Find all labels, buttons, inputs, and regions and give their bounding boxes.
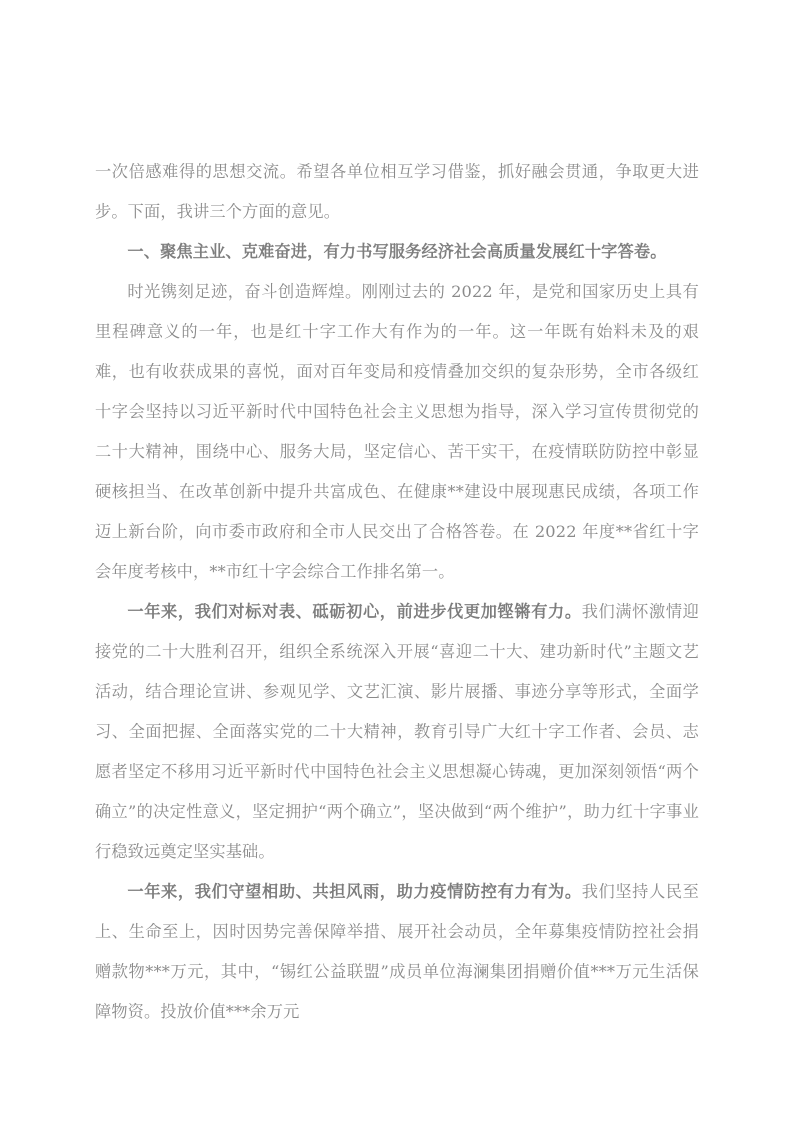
runin-body-second: 我们满怀激情迎接党的二十大胜利召开，组织全系统深入开展“喜迎二十大、建功新时代”主题文艺活动，结合理论宣讲、参观见学、文艺汇演、影片展播、事迹分享等形式，全面学习、全面把握、全面落实党的二十大精神，教育引导广大红十字工作者、会员、志愿者坚定不移用习近平新时代中国特色社会主义思想凝心铸魂，更加深刻领悟“两个确立”的决定性意义，坚定拥护“两个确立”，坚决做到“两个维护”，助力红十字事业行稳致远奠定坚实基础。 xyxy=(95,602,699,861)
paragraph-body-third xyxy=(95,872,699,1032)
section-heading-one: 一、聚焦主业、克难奋进，有力书写服务经济社会高质量发展红十字答卷。 xyxy=(127,242,667,261)
paragraph-body-second xyxy=(95,592,699,872)
paragraph-continuation: 一次倍感难得的思想交流。希望各单位相互学习借鉴，抓好融会贯通，争取更大进步。下面，我讲三个方面的意见。 xyxy=(95,162,699,221)
runin-heading-second: 一年来，我们对标对表、砥砺初心，前进步伐更加铿锵有力。 xyxy=(127,602,582,621)
runin-heading-third: 一年来，我们守望相助、共担风雨，助力疫情防控有力有为。 xyxy=(127,882,582,901)
paragraph-body-first: 时光镌刻足迹，奋斗创造辉煌。刚刚过去的 2022 年，是党和国家历史上具有里程碑意义的一年，也是红十字工作大有作为的一年。这一年既有始料未及的艰难，也有收获成果的喜悦，面对百年变局和疫情叠加交织的复杂形势，全市各级红十字会坚持以习近平新时代中国特色社会主义思想为指导，深入学习宣传贯彻党的二十大精神，围绕中心、服务大局，坚定信心、苦干实干，在疫情联防防控中彰显硬核担当、在改革创新中提升共富成色、在健康**建设中展现惠民成绩，各项工作迈上新台阶，向市委市政府和全市人民交出了合格答卷。在 2022 年度**省红十字会年度考核中，**市红十字会综合工作排名第一。 xyxy=(95,282,699,581)
document-body xyxy=(95,152,699,1032)
runin-body-third: 我们坚持人民至上、生命至上，因时因势完善保障举措、展开社会动员，全年募集疫情防控社会捐赠款物***万元，其中，“锡红公益联盟”成员单位海澜集团捐赠价值***万元生活保障物资。投放价值***余万元 xyxy=(95,882,699,1021)
